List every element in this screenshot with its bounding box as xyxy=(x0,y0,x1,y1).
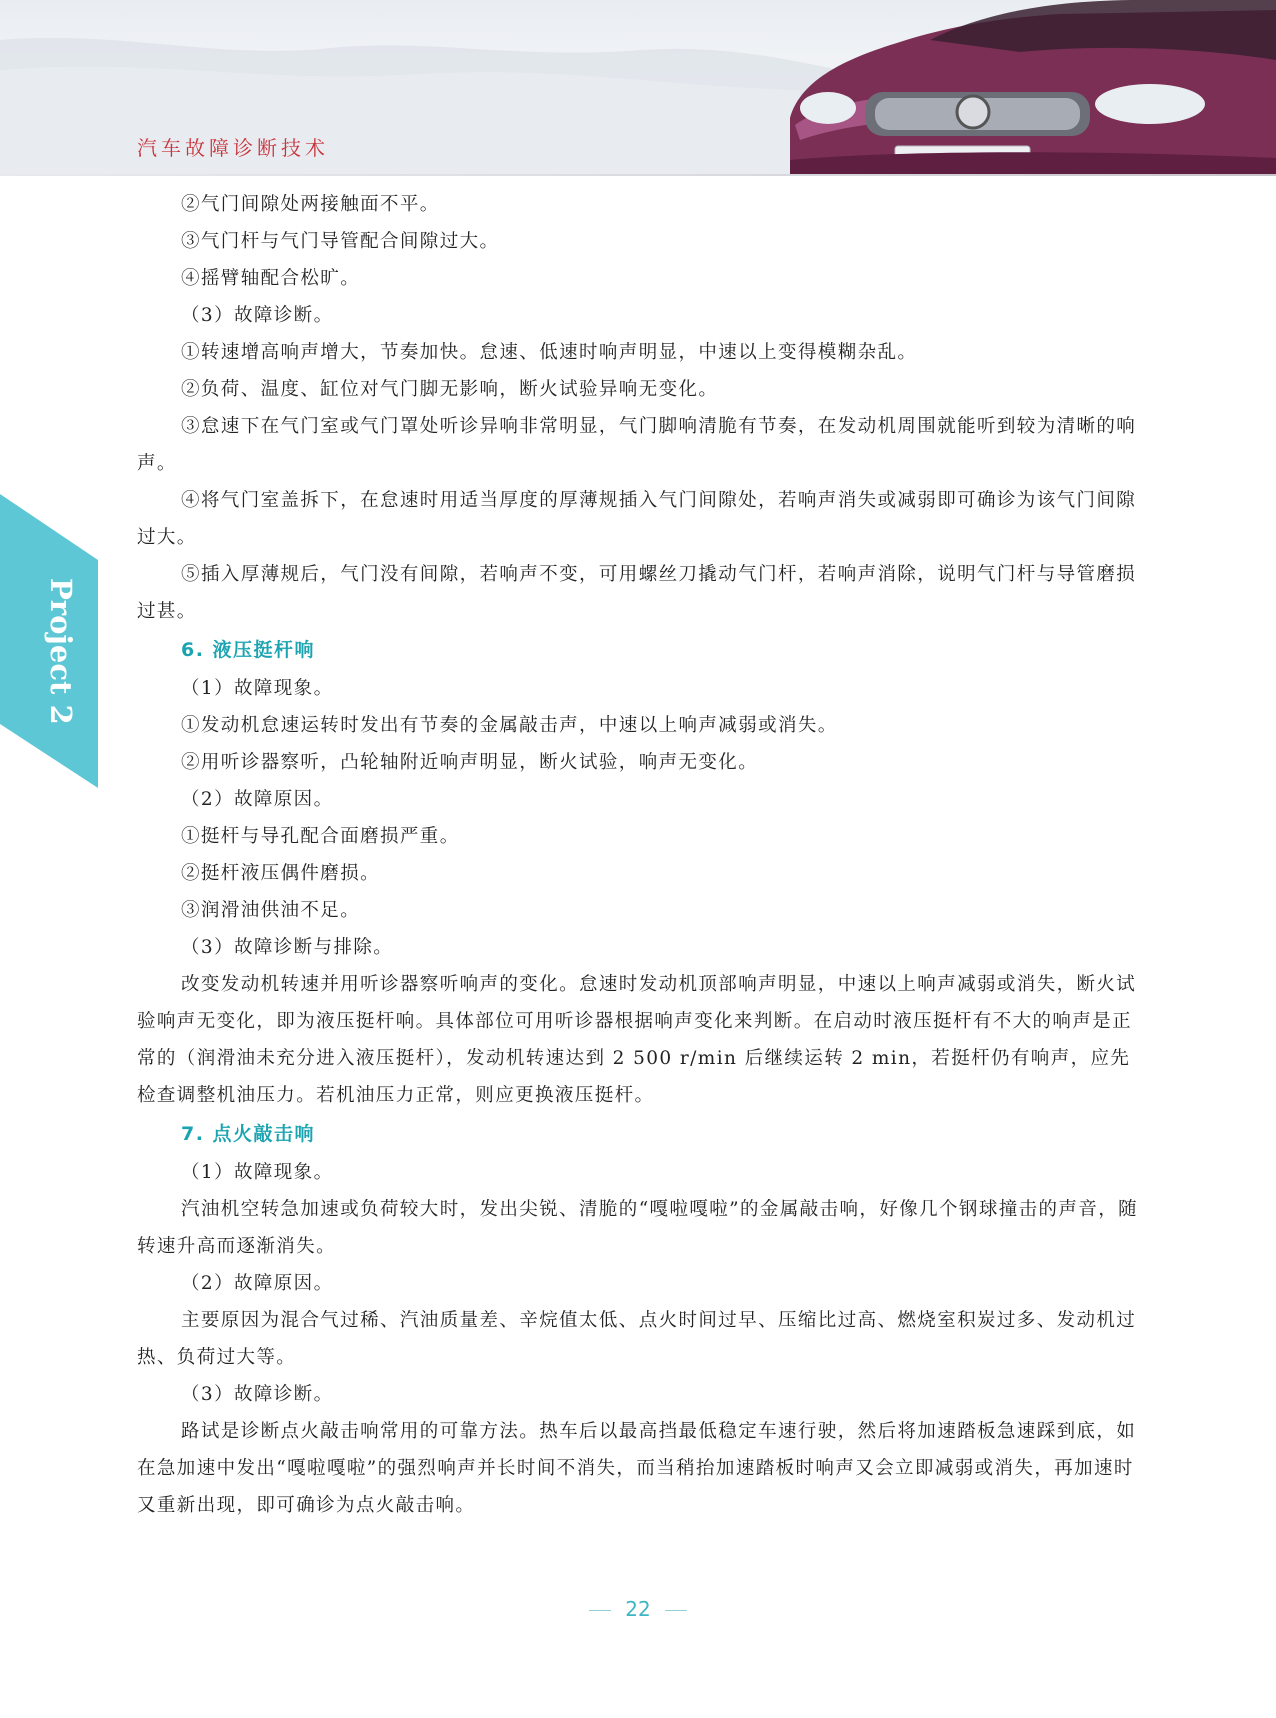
paragraph: （2）故障原因。 xyxy=(181,789,334,810)
paragraph: ③怠速下在气门室或气门罩处听诊异响非常明显，气门脚响清脆有节奏，在发动机周围就能听到较为清晰的响声。 xyxy=(137,416,1137,474)
header-divider xyxy=(0,174,1276,176)
paragraph: 主要原因为混合气过稀、汽油质量差、辛烷值太低、点火时间过早、压缩比过高、燃烧室积炭过多、发动机过热、负荷过大等。 xyxy=(137,1310,1137,1368)
footer-dash-left xyxy=(589,1610,611,1611)
paragraph: 改变发动机转速并用听诊器察听响声的变化。怠速时发动机顶部响声明显，中速以上响声减弱或消失，断火试验响声无变化，即为液压挺杆响。具体部位可用听诊器根据响声变化来判断。在启动时液压挺杆有不大的响声是正常的（润滑油未充分进入液压挺杆），发动机转速达到 2 500 r/min 后继续运转 2 min，若挺杆仍有响声，应先检查调整机油压力。若机油压力正常，则应更换液压挺杆。 xyxy=(137,974,1137,1106)
paragraph: （1）故障现象。 xyxy=(181,1162,334,1183)
paragraph: 路试是诊断点火敲击响常用的可靠方法。热车后以最高挡最低稳定车速行驶，然后将加速踏板急速踩到底，如在急加速中发出“嘎啦嘎啦”的强烈响声并长时间不消失，而当稍抬加速踏板时响声又会立即减弱或消失，再加速时又重新出现，即可确诊为点火敲击响。 xyxy=(137,1421,1137,1516)
paragraph: ③气门杆与气门导管配合间隙过大。 xyxy=(181,231,500,252)
paragraph: ②用听诊器察听，凸轮轴附近响声明显，断火试验，响声无变化。 xyxy=(181,752,759,773)
paragraph: （3）故障诊断。 xyxy=(181,1384,334,1405)
car-illustration xyxy=(790,0,1276,176)
page-body xyxy=(137,186,1139,1524)
section-heading-7: 7. 点火敲击响 xyxy=(181,1123,316,1145)
page-number-footer xyxy=(0,1597,1276,1621)
paragraph: ①发动机怠速运转时发出有节奏的金属敲击声，中速以上响声减弱或消失。 xyxy=(181,715,838,736)
paragraph: ①挺杆与导孔配合面磨损严重。 xyxy=(181,826,460,847)
paragraph: ④摇臂轴配合松旷。 xyxy=(181,268,361,289)
paragraph: （1）故障现象。 xyxy=(181,678,334,699)
project-tab-label: Project 2 xyxy=(44,578,78,725)
paragraph: ①转速增高响声增大，节奏加快。怠速、低速时响声明显，中速以上变得模糊杂乱。 xyxy=(181,342,918,363)
paragraph: （3）故障诊断。 xyxy=(181,305,334,326)
paragraph: ②负荷、温度、缸位对气门脚无影响，断火试验异响无变化。 xyxy=(181,379,719,400)
paragraph: ⑤插入厚薄规后，气门没有间隙，若响声不变，可用螺丝刀撬动气门杆，若响声消除，说明气门杆与导管磨损过甚。 xyxy=(137,564,1137,622)
section-heading-6: 6. 液压挺杆响 xyxy=(181,639,316,661)
paragraph: ④将气门室盖拆下，在怠速时用适当厚度的厚薄规插入气门间隙处，若响声消失或减弱即可确诊为该气门间隙过大。 xyxy=(137,490,1137,548)
page-number: 22 xyxy=(625,1597,651,1621)
paragraph: （2）故障原因。 xyxy=(181,1273,334,1294)
page-header xyxy=(0,0,1276,176)
paragraph: （3）故障诊断与排除。 xyxy=(181,937,394,958)
book-title: 汽车故障诊断技术 xyxy=(137,136,329,160)
paragraph: ③润滑油供油不足。 xyxy=(181,900,361,921)
paragraph: ②气门间隙处两接触面不平。 xyxy=(181,194,440,215)
footer-dash-right xyxy=(665,1610,687,1611)
paragraph: ②挺杆液压偶件磨损。 xyxy=(181,863,381,884)
paragraph: 汽油机空转急加速或负荷较大时，发出尖锐、清脆的“嘎啦嘎啦”的金属敲击响，好像几个钢球撞击的声音，随转速升高而逐渐消失。 xyxy=(137,1199,1139,1257)
